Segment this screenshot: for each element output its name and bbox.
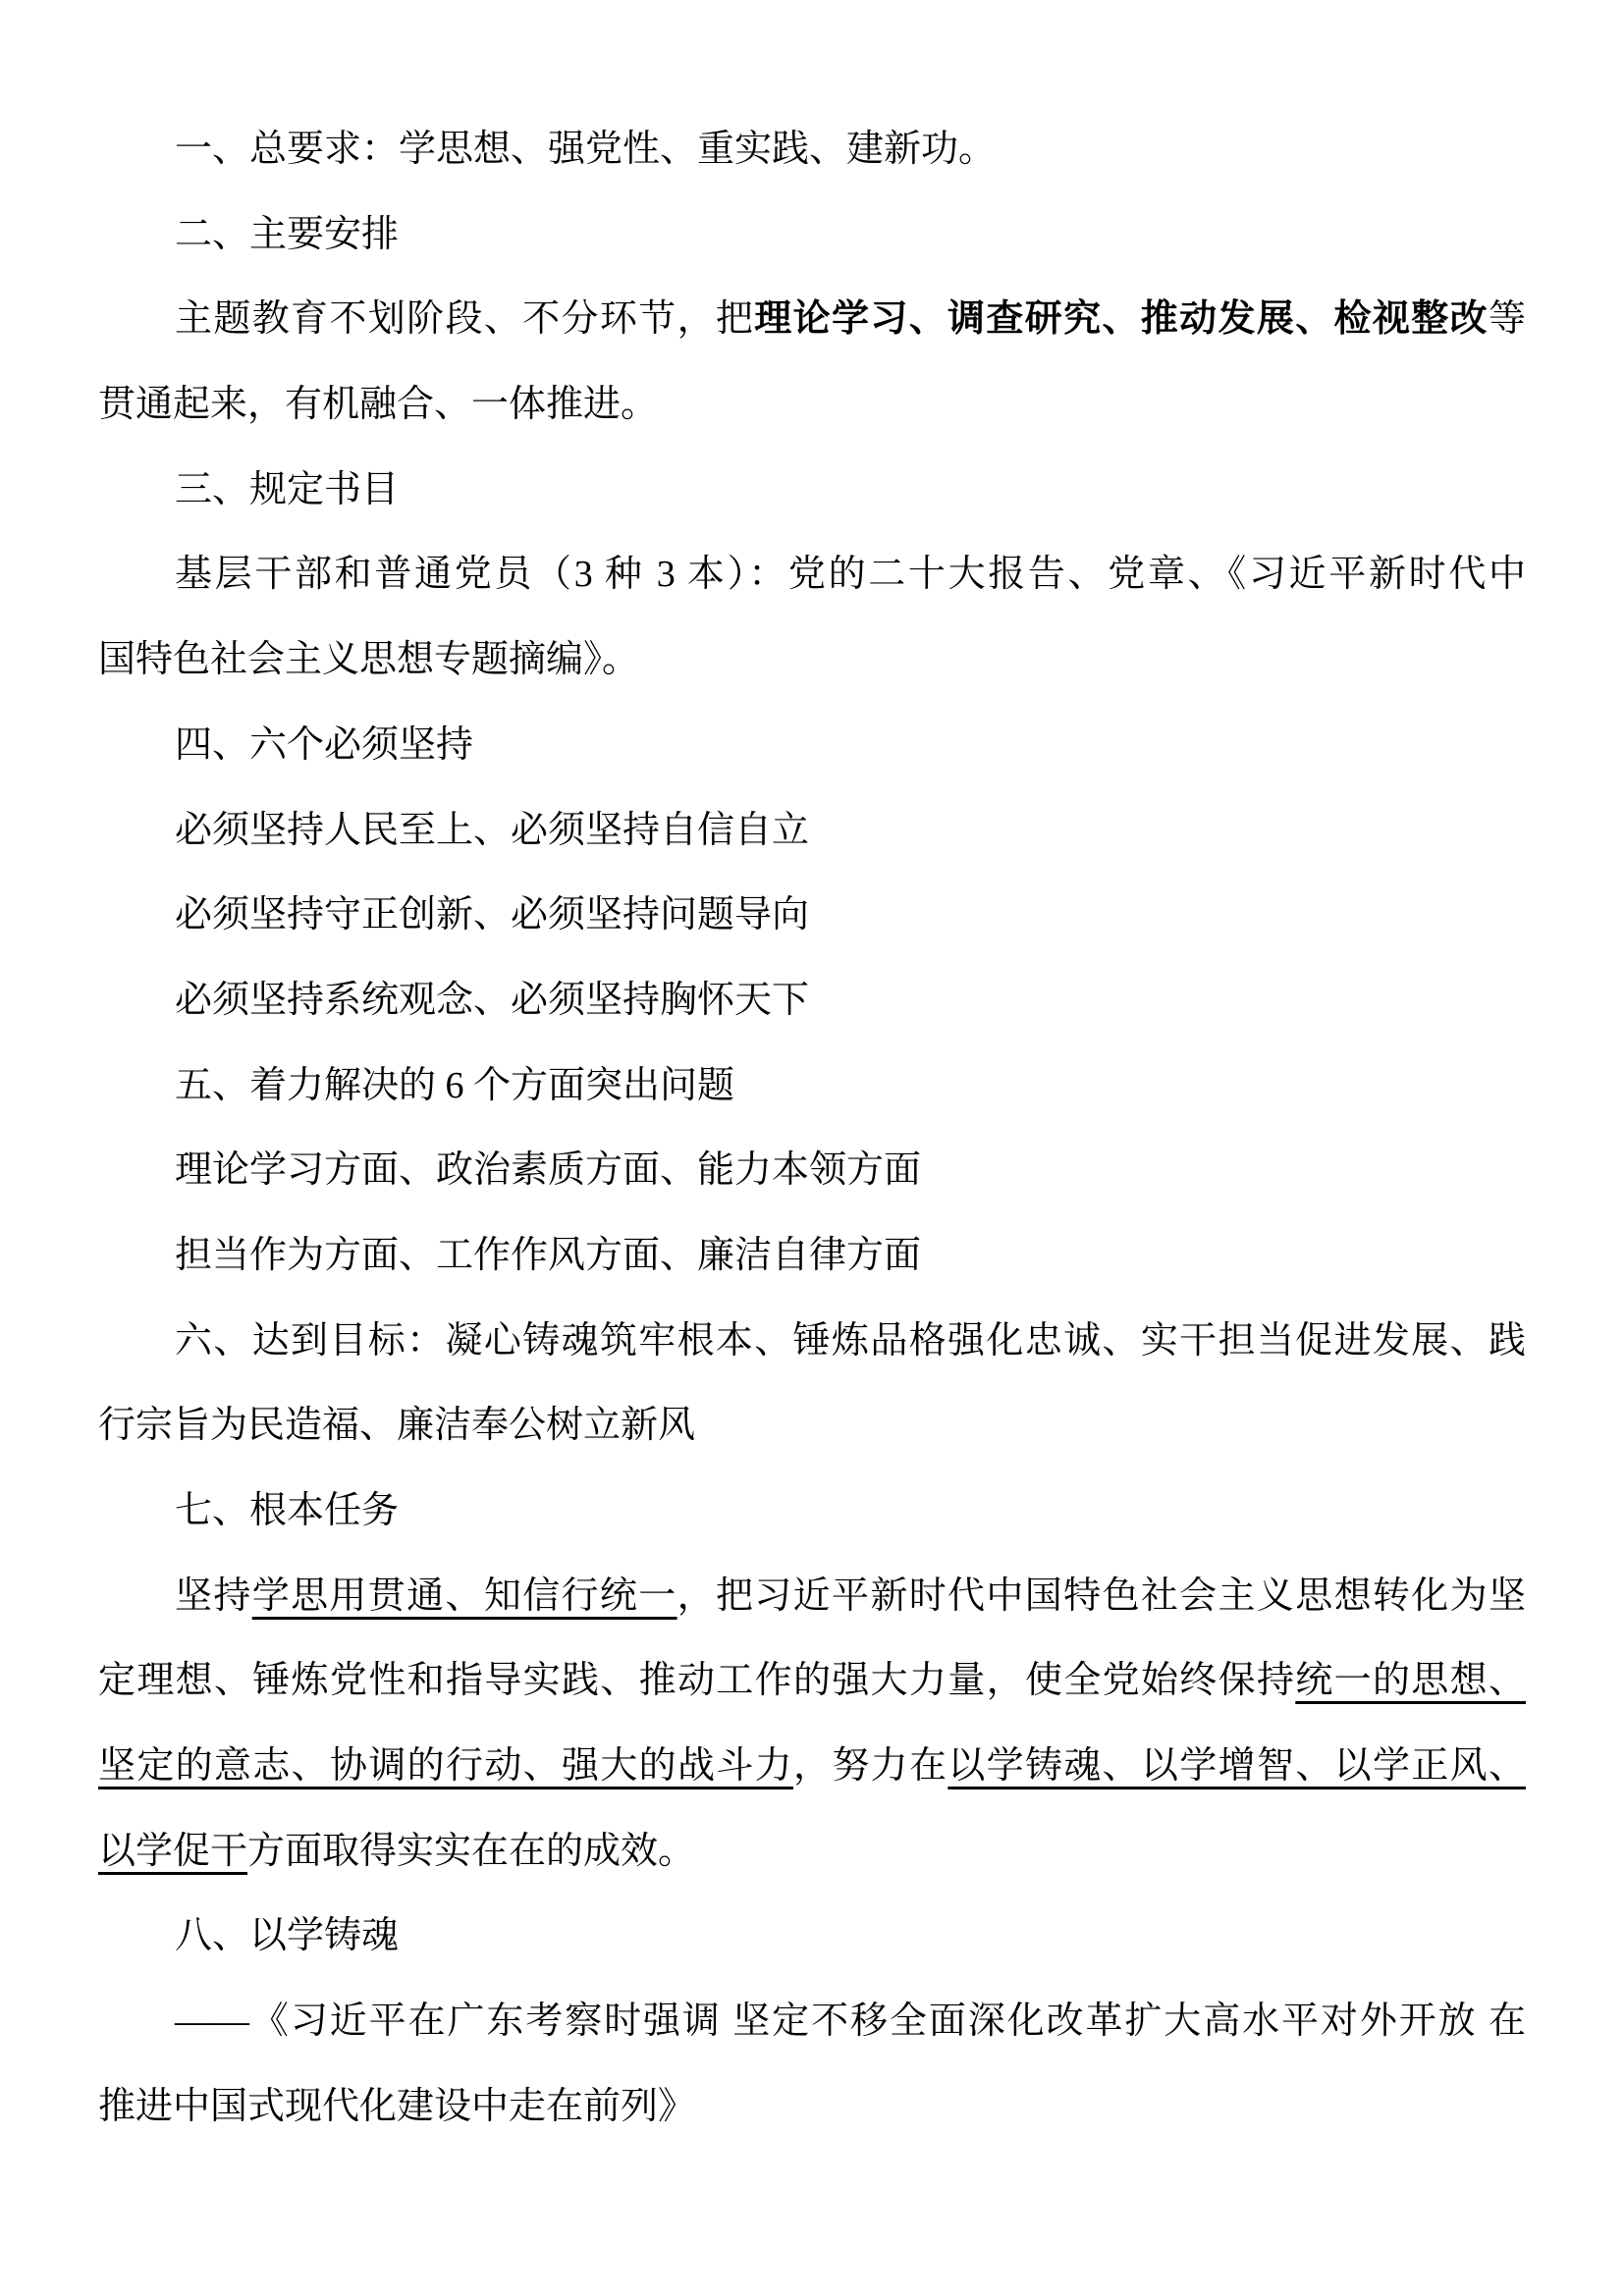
text-line: [98, 1724, 1526, 1809]
text-line: [98, 277, 1526, 362]
text-line: [98, 192, 1526, 278]
text-line: [98, 1979, 1526, 2064]
text-line: [98, 1554, 1526, 1639]
text-line: [98, 873, 1526, 958]
text-segment: 坚持: [175, 1575, 252, 1617]
text-line: [98, 617, 1526, 703]
text-segment: 定理想、锤炼党性和指导实践、推动工作的强大力量，使全党始终保持: [98, 1660, 1296, 1702]
text-line: [98, 788, 1526, 874]
text-line: [98, 1894, 1526, 1979]
text-line: [98, 703, 1526, 788]
text-line: [98, 1299, 1526, 1384]
text-segment: 国特色社会主义思想专题摘编》。: [98, 639, 640, 681]
text-segment: 五、着力解决的 6 个方面突出问题: [175, 1064, 735, 1106]
text-segment: 必须坚持系统观念、必须坚持胸怀天下: [175, 979, 810, 1021]
text-segment: 三、规定书目: [175, 468, 400, 510]
text-segment: ——《习近平在广东考察时强调 坚定不移全面深化改革扩大高水平对外开放 在: [175, 2001, 1526, 2043]
underlined-text-segment: 以学铸魂、以学增智、以学正风、: [947, 1745, 1526, 1788]
text-segment: 理论学习方面、政治素质方面、能力本领方面: [175, 1149, 922, 1192]
text-segment: 基层干部和普通党员（3 种 3 本）：党的二十大报告、党章、《习近平新时代中: [175, 554, 1526, 596]
text-segment: 七、根本任务: [175, 1490, 400, 1531]
text-segment: 八、以学铸魂: [175, 1915, 400, 1957]
text-segment: ，努力在: [792, 1745, 948, 1788]
text-line: [98, 1213, 1526, 1299]
text-line: [98, 1383, 1526, 1468]
text-segment: 行宗旨为民造福、廉洁奉公树立新风: [98, 1405, 696, 1447]
text-segment: 必须坚持守正创新、必须坚持问题导向: [175, 894, 810, 936]
text-line: [98, 1638, 1526, 1724]
text-segment: 一、总要求：学思想、强党性、重实践、建新功。: [175, 129, 997, 170]
text-segment: 方面取得实实在在的成效。: [247, 1830, 696, 1872]
text-line: [98, 1468, 1526, 1554]
text-segment: 贯通起来，有机融合、一体推进。: [98, 384, 659, 426]
text-segment: 担当作为方面、工作作风方面、廉洁自律方面: [175, 1234, 922, 1276]
text-line: [98, 958, 1526, 1043]
text-line: [98, 532, 1526, 617]
text-segment: 等: [1488, 298, 1526, 341]
text-segment: 二、主要安排: [175, 213, 400, 255]
bold-text-segment: 理论学习、调查研究、推动发展、检视整改: [754, 298, 1489, 341]
text-line: [98, 2064, 1526, 2150]
underlined-text-segment: 学思用贯通、知信行统一: [251, 1575, 677, 1617]
text-line: [98, 107, 1526, 192]
text-segment: 推进中国式现代化建设中走在前列》: [98, 2085, 696, 2127]
text-segment: 六、达到目标：凝心铸魂筑牢根本、锤炼品格强化忠诚、实干担当促进发展、践: [175, 1319, 1526, 1362]
text-line: [98, 1128, 1526, 1213]
text-segment: 四、六个必须坚持: [175, 723, 474, 766]
underlined-text-segment: 统一的思想、: [1295, 1660, 1526, 1702]
text-segment: 主题教育不划阶段、不分环节，把: [175, 298, 755, 341]
text-line: [98, 1043, 1526, 1129]
text-line: [98, 448, 1526, 533]
document-body: [98, 107, 1526, 2150]
text-line: [98, 1809, 1526, 1895]
underlined-text-segment: 坚定的意志、协调的行动、强大的战斗力: [98, 1745, 793, 1788]
text-segment: ，把习近平新时代中国特色社会主义思想转化为坚: [677, 1575, 1526, 1617]
underlined-text-segment: 以学促干: [98, 1830, 248, 1872]
text-line: [98, 362, 1526, 448]
text-segment: 必须坚持人民至上、必须坚持自信自立: [175, 809, 810, 851]
